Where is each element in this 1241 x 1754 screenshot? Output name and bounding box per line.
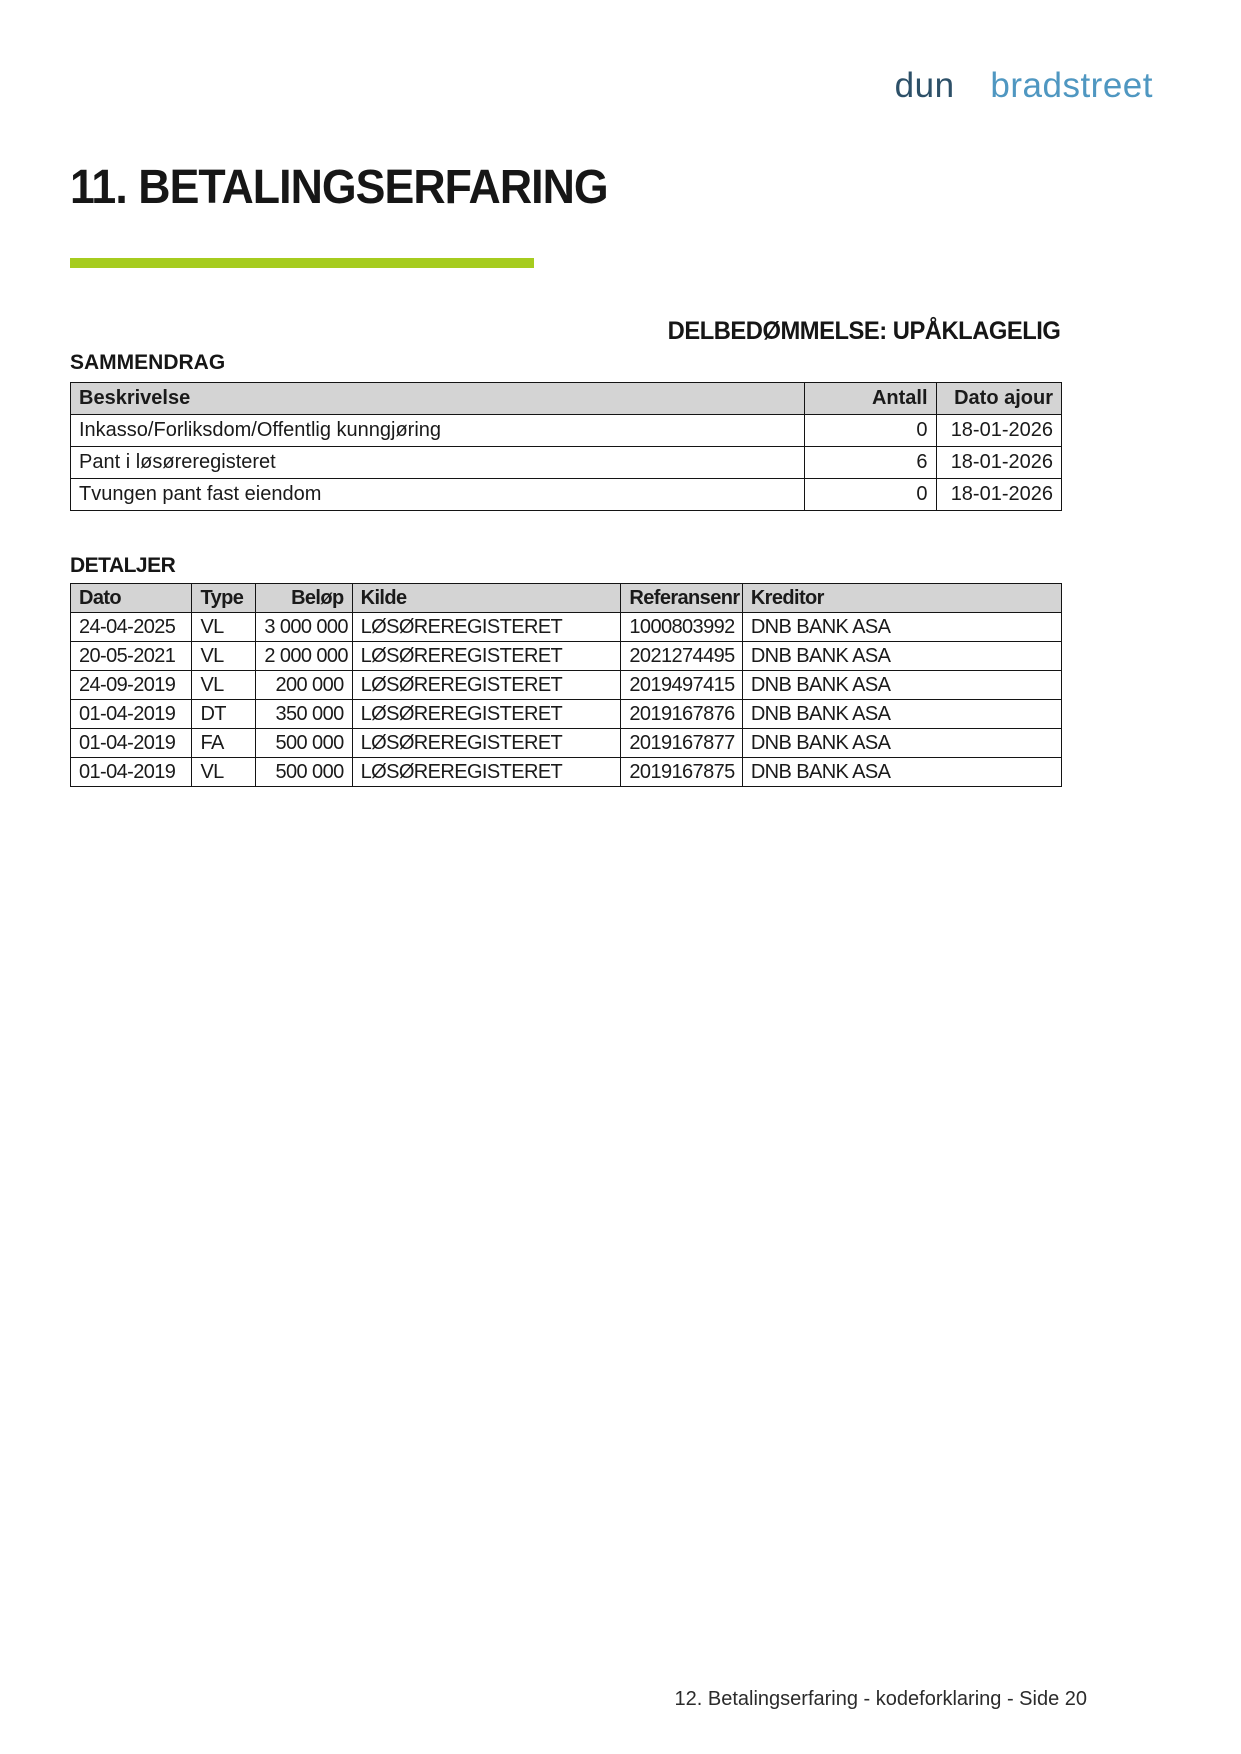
column-header: Antall xyxy=(805,383,936,415)
column-header: Kreditor xyxy=(742,584,1061,613)
page-footer: 12. Betalingserfaring - kodeforklaring - Side 20 xyxy=(674,1688,1087,1710)
title-accent-bar xyxy=(70,258,534,268)
table-cell: Pant i løsøreregisteret xyxy=(71,447,805,479)
table-cell: LØSØREREGISTERET xyxy=(352,613,621,642)
details-table-head xyxy=(71,584,1062,613)
summary-table-body xyxy=(71,415,1062,511)
summary-header-row xyxy=(71,383,1062,415)
table-cell: LØSØREREGISTERET xyxy=(352,700,621,729)
table-cell: 2019167876 xyxy=(621,700,742,729)
table-cell: Inkasso/Forliksdom/Offentlig kunngjøring xyxy=(71,415,805,447)
table-cell: DNB BANK ASA xyxy=(742,729,1061,758)
table-cell: 24-04-2025 xyxy=(71,613,192,642)
column-header: Kilde xyxy=(352,584,621,613)
table-cell: VL xyxy=(192,758,256,787)
details-section-heading: DETALJER xyxy=(70,554,176,577)
table-cell: 2 000 000 xyxy=(256,642,352,671)
summary-table-head xyxy=(71,383,1062,415)
table-cell: DNB BANK ASA xyxy=(742,642,1061,671)
table-cell: 1000803992 xyxy=(621,613,742,642)
sub-assessment-heading: DELBEDØMMELSE: UPÅKLAGELIG xyxy=(667,317,1060,345)
table-cell: 0 xyxy=(805,479,936,511)
table-row xyxy=(71,613,1062,642)
table-row xyxy=(71,729,1062,758)
column-header: Beskrivelse xyxy=(71,383,805,415)
table-cell: 6 xyxy=(805,447,936,479)
table-cell: 200 000 xyxy=(256,671,352,700)
table-cell: LØSØREREGISTERET xyxy=(352,671,621,700)
logo-text-dun: dun xyxy=(894,66,955,105)
table-cell: 24-09-2019 xyxy=(71,671,192,700)
table-cell: 20-05-2021 xyxy=(71,642,192,671)
table-row xyxy=(71,758,1062,787)
details-table-body xyxy=(71,613,1062,787)
page-title: 11. BETALINGSERFARING xyxy=(70,161,608,214)
summary-section-heading: SAMMENDRAG xyxy=(70,351,226,374)
table-cell: 3 000 000 xyxy=(256,613,352,642)
table-cell: 18-01-2026 xyxy=(936,479,1062,511)
table-row xyxy=(71,415,1062,447)
table-cell: 2019167877 xyxy=(621,729,742,758)
table-cell: FA xyxy=(192,729,256,758)
dun-bradstreet-logo: dun & bradstreet xyxy=(894,58,1153,111)
table-cell: 18-01-2026 xyxy=(936,415,1062,447)
table-cell: DNB BANK ASA xyxy=(742,671,1061,700)
table-cell: VL xyxy=(192,613,256,642)
table-cell: 2019167875 xyxy=(621,758,742,787)
summary-table xyxy=(70,382,1062,511)
table-cell: 18-01-2026 xyxy=(936,447,1062,479)
table-cell: DNB BANK ASA xyxy=(742,700,1061,729)
table-cell: 500 000 xyxy=(256,758,352,787)
column-header: Beløp xyxy=(256,584,352,613)
table-cell: 500 000 xyxy=(256,729,352,758)
table-cell: LØSØREREGISTERET xyxy=(352,729,621,758)
table-cell: DT xyxy=(192,700,256,729)
logo-text-bradstreet: bradstreet xyxy=(990,66,1153,105)
details-header-row xyxy=(71,584,1062,613)
table-row xyxy=(71,642,1062,671)
details-table xyxy=(70,583,1062,787)
table-row xyxy=(71,479,1062,511)
table-cell: VL xyxy=(192,642,256,671)
column-header: Type xyxy=(192,584,256,613)
table-cell: 01-04-2019 xyxy=(71,729,192,758)
table-cell: DNB BANK ASA xyxy=(742,613,1061,642)
table-cell: 01-04-2019 xyxy=(71,758,192,787)
table-cell: 0 xyxy=(805,415,936,447)
table-row xyxy=(71,671,1062,700)
table-row xyxy=(71,700,1062,729)
table-cell: Tvungen pant fast eiendom xyxy=(71,479,805,511)
table-cell: 2021274495 xyxy=(621,642,742,671)
table-cell: 2019497415 xyxy=(621,671,742,700)
table-cell: LØSØREREGISTERET xyxy=(352,758,621,787)
column-header: Referansenr xyxy=(621,584,742,613)
column-header: Dato ajour xyxy=(936,383,1062,415)
table-cell: 01-04-2019 xyxy=(71,700,192,729)
table-cell: LØSØREREGISTERET xyxy=(352,642,621,671)
column-header: Dato xyxy=(71,584,192,613)
table-cell: 350 000 xyxy=(256,700,352,729)
table-cell: DNB BANK ASA xyxy=(742,758,1061,787)
table-cell: VL xyxy=(192,671,256,700)
table-row xyxy=(71,447,1062,479)
